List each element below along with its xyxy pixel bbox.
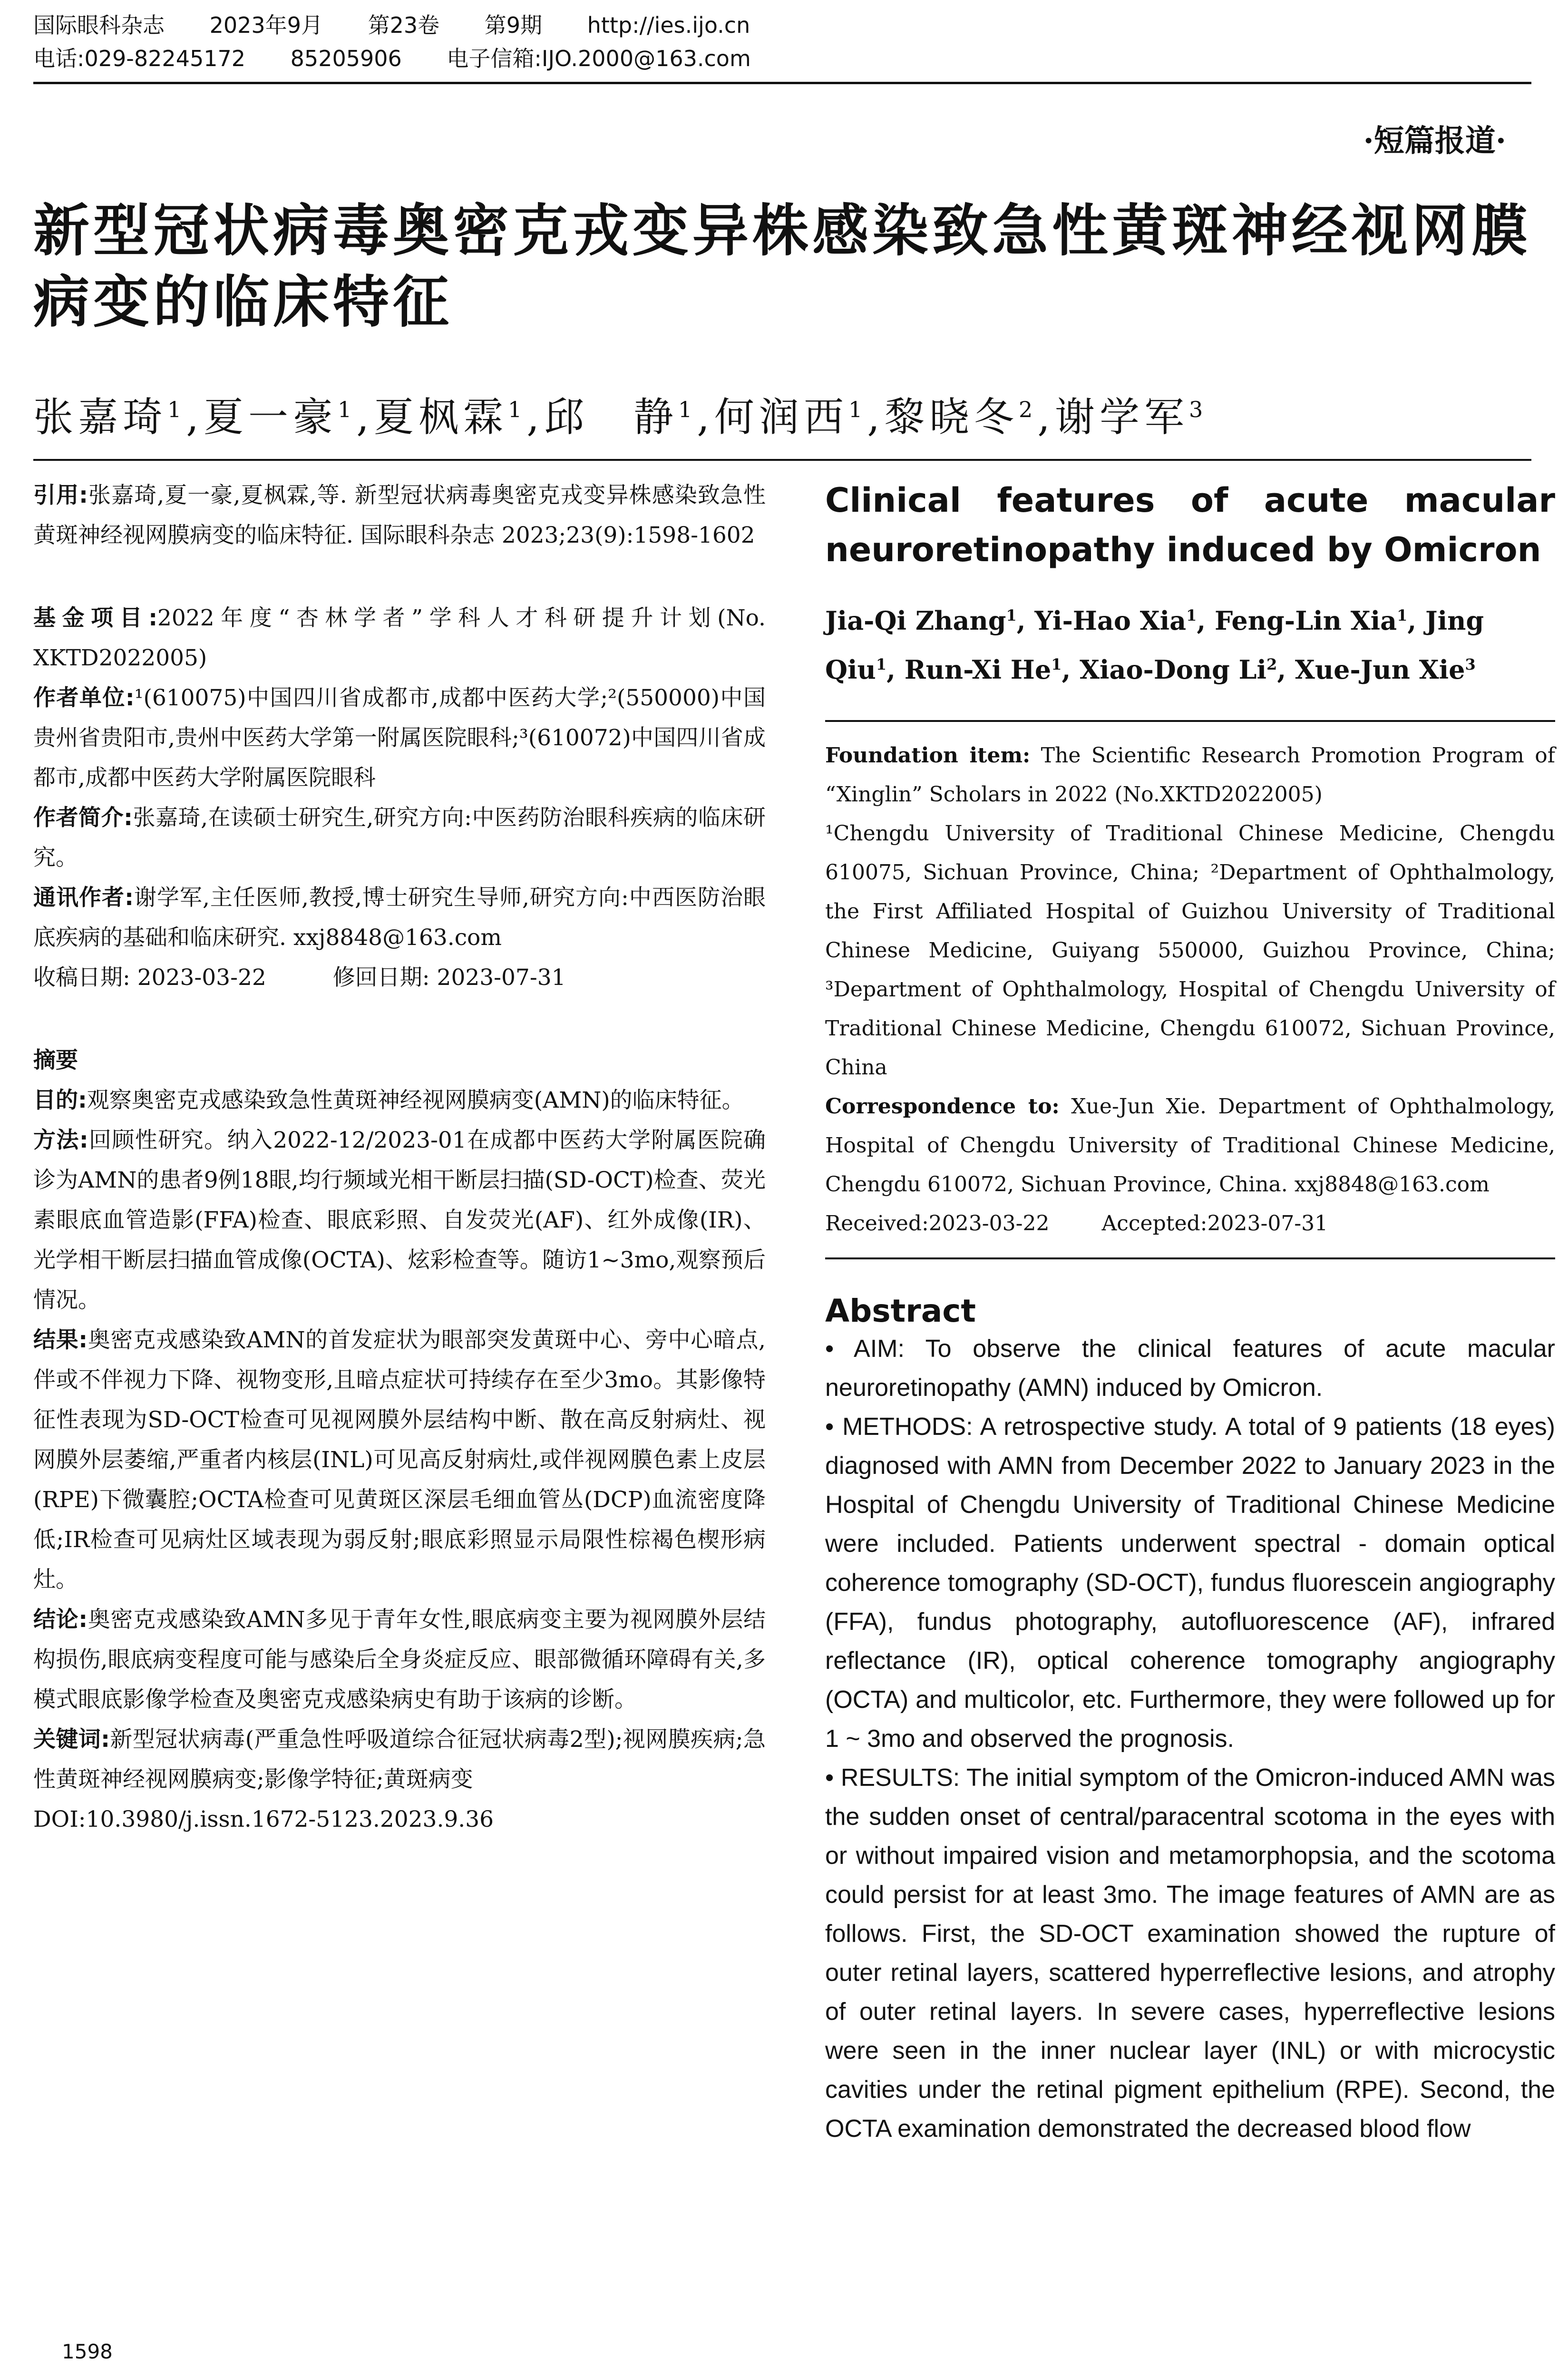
issue-number: 第9期 xyxy=(484,12,543,38)
header-rule xyxy=(33,82,1531,84)
front-matter-en xyxy=(825,736,1555,1243)
author-cn: 谢学军$^3$ xyxy=(1055,394,1208,440)
abstract-heading-cn: 摘要 xyxy=(33,1047,78,1073)
volume: 第23卷 xyxy=(368,12,440,38)
affiliation-en: ¹Chengdu University of Traditional Chinese Medicine, Chengdu 610075, Sichuan Province, China; ²Department of Ophthalmology, the First Affiliated Hospital of Guizhou University of Traditional Chinese Medicine, Guiyang 550000, Guizhou Province, China; ³Department of Ophthalmology, Hospital of Chengdu University of Traditional Chinese Medicine, Chengdu 610072, Sichuan Province, China xyxy=(825,821,1555,1080)
author-cn: 夏一豪$^1$ xyxy=(204,394,357,440)
dates-en: Received:2023-03-22 Accepted:2023-07-31 xyxy=(825,1211,1328,1236)
authors-en: Jia-Qi Zhang$^1$, Yi-Hao Xia$^1$, Feng-Lin Xia$^1$, Jing Qiu$^1$, Run-Xi He$^1$, Xiao-Dong Li$^2$, Xue-Jun Xie$^3$ xyxy=(825,605,1484,685)
corresponding-author-cn: 通讯作者:谢学军,主任医师,教授,博士研究生导师,研究方向:中西医防治眼底疾病的基础和临床研究. xxj8848@163.com xyxy=(33,885,766,951)
dates-cn: 收稿日期: 2023-03-22 修回日期: 2023-07-31 xyxy=(33,964,566,991)
methods-cn: 方法:回顾性研究。纳入2022-12/2023-01在成都中医药大学附属医院确诊为AMN的患者9例18眼,均行频域光相干断层扫描(SD-OCT)检查、荧光素眼底血管造影(FFA)检查、眼底彩照、自发荧光(AF)、红外成像(IR)、光学相干断层扫描血管成像(OCTA)、炫彩检查等。随访1~3mo,观察预后情况。 xyxy=(33,1127,766,1313)
aim-en: • AIM: To observe the clinical features of acute macular neuroretinopathy (AMN) induced by Omicron. xyxy=(825,1335,1555,1402)
running-header xyxy=(33,9,1536,75)
author-bio: 作者简介:张嘉琦,在读硕士研究生,研究方向:中医药防治眼科疾病的临床研究。 xyxy=(33,805,766,871)
authors-cn: 张嘉琦$^1$,夏一豪$^1$,夏枫霖$^1$,邱 静$^1$,何润西$^1$,黎晓冬$^2$,谢学军$^3$ xyxy=(33,394,1208,440)
page-number: 1598 xyxy=(62,2340,113,2363)
citation: 引用:张嘉琦,夏一豪,夏枫霖,等. 新型冠状病毒奥密克戎变异株感染致急性黄斑神经视网膜病变的临床特征. 国际眼科杂志 2023;23(9):1598-1602 xyxy=(33,482,766,548)
results-en: • RESULTS: The initial symptom of the Omicron-induced AMN was the sudden onset of central/paracentral scotoma in the eyes with or without impaired vision and metamorphopsia, and the scotoma could persist for at least 3mo. The image features of AMN are as follows. First, the SD-OCT examination showed the rupture of outer retinal layers, scattered hyperreflective lesions, and atrophy of outer retinal layers. In severe cases, hyperreflective lesions were seen in the inner nuclear layer (INL) or with microcystic cavities under the retinal pigment epithelium (RPE). Second, the OCTA examination demonstrated the decreased blood flow xyxy=(825,1764,1555,2143)
author-cn: 张嘉琦$^1$ xyxy=(33,394,186,440)
affiliation-cn: 作者单位:¹(610075)中国四川省成都市,成都中医药大学;²(550000)中国贵州省贵阳市,贵州中医药大学第一附属医院眼科;³(610072)中国四川省成都市,成都中医药大学附属医院眼科 xyxy=(33,685,766,791)
phone2: 85205906 xyxy=(290,46,402,71)
en-authors-rule xyxy=(825,692,1555,722)
conclusion-cn: 结论:奥密克戎感染致AMN多见于青年女性,眼底病变主要为视网膜外层结构损伤,眼底病变程度可能与感染后全身炎症反应、眼部微循环障碍有关,多模式眼底影像学检查及奥密克戎感染病史有助于该病的诊断。 xyxy=(33,1607,766,1713)
results-cn: 结果:奥密克戎感染致AMN的首发症状为眼部突发黄斑中心、旁中心暗点,伴或不伴视力下降、视物变形,且暗点症状可持续存在至少3mo。其影像特征性表现为SD-OCT检查可见视网膜外层结构中断、散在高反射病灶、视网膜外层萎缩,严重者内核层(INL)可见高反射病灶,或伴视网膜色素上皮层(RPE)下微囊腔;OCTA检查可见黄斑区深层毛细血管丛(DCP)血流密度降低;IR检查可见病灶区域表现为弱反射;眼底彩照显示局限性棕褐色楔形病灶。 xyxy=(33,1327,766,1593)
authors-rule xyxy=(33,459,1531,461)
article-title-en: Clinical features of acute macular neuroretinopathy induced by Omicron xyxy=(825,481,1555,569)
methods-en: • METHODS: A retrospective study. A total of 9 patients (18 eyes) diagnosed with AMN from December 2022 to January 2023 in the Hospital of Chengdu University of Traditional Chinese Medicine were included. Patients underwent spectral - domain optical coherence tomography (SD-OCT), fundus fluorescein angiography (FFA), fundus photography, autofluorescence (AF), infrared reflectance (IR), optical coherence tomography angiography (OCTA) and multicolor, etc. Furthermore, they were followed up for 1 ~ 3mo and observed the prognosis. xyxy=(825,1413,1555,1753)
foundation-en: Foundation item: The Scientific Research Promotion Program of “Xinglin” Scholars in 2022 (No.XKTD2022005) xyxy=(825,743,1555,807)
journal-url[interactable]: http://ies.ijo.cn xyxy=(587,12,750,38)
front-matter-rule xyxy=(825,1243,1555,1259)
phone: 电话:029-82245172 xyxy=(33,46,246,71)
issue-date: 2023年9月 xyxy=(209,12,323,38)
author-cn: 夏枫霖$^1$ xyxy=(374,394,527,440)
section-tag: ·短篇报道· xyxy=(1363,123,1506,159)
left-column xyxy=(33,476,766,1840)
abstract-en xyxy=(825,1329,1555,2148)
fund: 基金项目:2022年度“杏林学者”学科人才科研提升计划(No. XKTD2022005) xyxy=(33,605,766,671)
abstract-heading-en: Abstract xyxy=(825,1293,976,1329)
doi[interactable]: DOI:10.3980/j.issn.1672-5123.2023.9.36 xyxy=(33,1806,494,1832)
keywords-cn: 关键词:新型冠状病毒(严重急性呼吸道综合征冠状病毒2型);视网膜疾病;急性黄斑神经视网膜病变;影像学特征;黄斑病变 xyxy=(33,1726,766,1792)
right-column xyxy=(825,476,1555,2148)
author-cn: 何润西$^1$ xyxy=(714,394,867,440)
journal-name: 国际眼科杂志 xyxy=(33,12,165,38)
correspondence-en: Correspondence to: Xue-Jun Xie. Department of Ophthalmology, Hospital of Chengdu University of Traditional Chinese Medicine, Chengdu 610072, Sichuan Province, China. xxj8848@163.com xyxy=(825,1094,1555,1197)
author-cn: 黎晓冬$^2$ xyxy=(885,394,1038,440)
aim-cn: 目的:观察奥密克戎感染致急性黄斑神经视网膜病变(AMN)的临床特征。 xyxy=(33,1087,744,1113)
author-cn: 邱 静$^1$ xyxy=(544,394,697,440)
email[interactable]: 电子信箱:IJO.2000@163.com xyxy=(447,46,751,71)
article-title-cn: 新型冠状病毒奥密克戎变异株感染致急性黄斑神经视网膜病变的临床特征 xyxy=(33,197,1532,335)
